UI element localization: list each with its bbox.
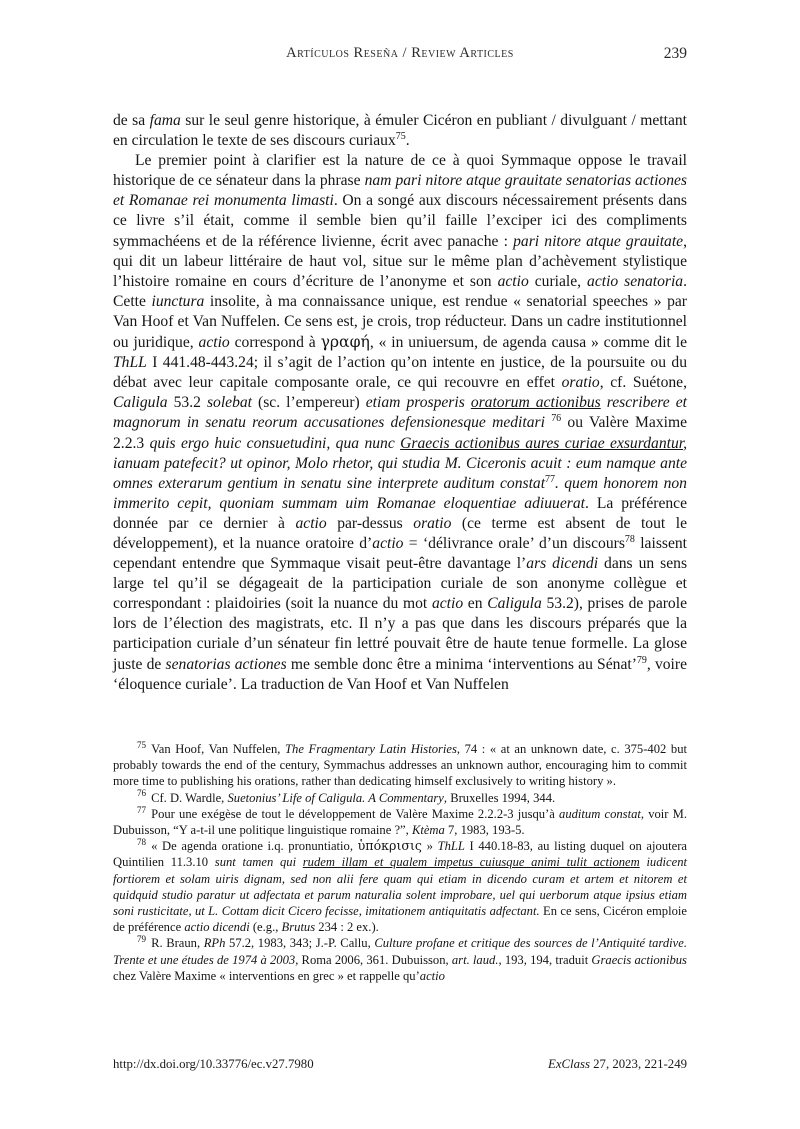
text-run: . bbox=[405, 132, 410, 150]
italic-run: actio bbox=[497, 272, 529, 290]
text-run: , voire ‘éloquence curiale’. La traduction de Van Hoof et Van Nuffelen bbox=[113, 655, 687, 693]
text-run: « De agenda oratione i.q. pronuntiatio, bbox=[151, 839, 358, 854]
text-run: 53.2 bbox=[167, 394, 207, 412]
italic-run: oratio bbox=[561, 374, 600, 392]
italic-run: ars dicendi bbox=[526, 555, 599, 573]
page-footer bbox=[113, 1057, 687, 1072]
italic-run: Caligula bbox=[113, 394, 168, 412]
italic-run: actio senatoria bbox=[587, 272, 684, 290]
italic-run: actio bbox=[295, 514, 327, 532]
text-run: , 193, 194, traduit bbox=[498, 952, 592, 967]
italic-run: quis ergo huic consuetudini, qua nunc bbox=[149, 434, 401, 452]
text-run: par-dessus bbox=[326, 514, 414, 532]
footnote-number[interactable]: 75 bbox=[137, 739, 147, 750]
text-run: , 74 : « at an unknown date, c. 375-402 but probably towards the end of the century, Symmachus addresses an unknown author, encouraging him to commit more time to publishing his orations, rather than dedicating himself exclusively to writing history ». bbox=[113, 742, 687, 789]
italic-run: iudicent fortiorem et solam uiris dignam, sed non alii fere quam qui etiam in dicendo curam et artem et nitorem et quidquid studio paratur ut adfectata et parum naturalia solent improbare, uel qui uerborum atque ipsius etiam soni rusticitate, ut L. Cottam dicit Cicero fecisse, imitationem antiquitatis adfectant. bbox=[113, 855, 688, 919]
text-run: (sc. l’empereur) bbox=[252, 394, 366, 412]
text-run: » bbox=[421, 839, 438, 854]
text-run: curiale, bbox=[528, 272, 588, 290]
text-run: (ce terme est absent de tout le développement), et la nuance oratoire d’ bbox=[113, 514, 688, 552]
journal-issue: 27, 2023, 221-249 bbox=[589, 1057, 687, 1071]
footnote-reference[interactable]: 78 bbox=[624, 533, 635, 545]
italic-run: art. laud. bbox=[451, 952, 499, 967]
greek-run: γραφή bbox=[320, 333, 370, 352]
italic-run: nam pari nitore atque grauitate senatorias actiones et Romanae rei monumenta limasti bbox=[113, 172, 687, 210]
text-run: = ‘délivrance orale’ d’un discours bbox=[403, 534, 625, 552]
italic-underlined-run: Graecis actionibus aures curiae exsurdantur bbox=[400, 434, 684, 452]
text-run: ou Valère Maxime 2.2.3 bbox=[113, 414, 688, 452]
text-run: Pour une exégèse de tout le développement de Valère Maxime 2.2.2-3 jusqu’à bbox=[151, 806, 560, 821]
italic-run: actio bbox=[372, 534, 404, 552]
text-run: R. Braun, bbox=[151, 936, 204, 951]
text-run: Cf. D. Wardle, bbox=[151, 790, 228, 805]
text-run: de sa bbox=[113, 112, 150, 129]
footnote-item bbox=[113, 935, 687, 984]
text-run: sur le seul genre historique, à émuler Cicéron en publiant / divulguant / mettant en circulation le texte de ses discours curiaux bbox=[113, 112, 688, 150]
italic-run: ThLL bbox=[437, 839, 465, 854]
body-paragraph bbox=[113, 151, 687, 695]
italic-run: RPh bbox=[203, 936, 226, 951]
italic-run: Graecis actionibus bbox=[591, 952, 687, 967]
footnote-item bbox=[113, 741, 687, 790]
text-run: en bbox=[463, 595, 488, 613]
doi-link[interactable]: http://dx.doi.org/10.33776/ec.v27.7980 bbox=[113, 1057, 314, 1071]
text-run: , voir M. Dubuisson, “Y a-t-il une politique linguistique romaine ?”, bbox=[113, 806, 688, 838]
text-run: 234 : 2 ex.). bbox=[315, 920, 379, 935]
italic-run: The Fragmentary Latin Histories bbox=[285, 742, 457, 756]
text-run: . On a songé aux discours nécessairement présents dans ce livre s’il était, comme il semble bien qu’il faille l’exciper ici des compliments symmachéens et de la référence livienne, écrit avec panache : bbox=[113, 192, 687, 250]
italic-run: ThLL bbox=[113, 354, 147, 372]
text-run: . Cette bbox=[113, 272, 687, 310]
text-run: dans un sens large tel qu’il se dégageait de la participation curiale de son anonyme collègue et correspondant : plaidoiries (soit la nuance du mot bbox=[113, 555, 688, 613]
footnote-reference[interactable]: 77 bbox=[545, 473, 555, 485]
text-run: Van Hoof, Van Nuffelen, bbox=[151, 742, 286, 756]
italic-run: solebat bbox=[206, 394, 252, 412]
body-text bbox=[113, 111, 687, 695]
footnote-reference[interactable]: 76 bbox=[551, 413, 562, 425]
italic-run: rescribere et magnorum in senatu reorum accusationes defensionesque meditari bbox=[113, 394, 687, 432]
italic-run: pari nitore atque grauitate bbox=[513, 232, 684, 250]
greek-run: ὑπόκρισις bbox=[357, 838, 422, 854]
text-run: Le premier point à clarifier est la nature de ce à quoi Symmaque oppose le travail historique de ce sénateur dans la phrase bbox=[113, 152, 687, 190]
journal-reference bbox=[548, 1057, 687, 1072]
footnote-item bbox=[113, 838, 687, 935]
footnote-item bbox=[113, 806, 687, 838]
italic-run: . quem honorem non immerito cepit, quoniam summam uim Romanae eloquentiae adiuuerat bbox=[113, 474, 687, 512]
italic-run: Ktèma bbox=[411, 823, 445, 838]
footnote-number[interactable]: 76 bbox=[137, 788, 147, 799]
italic-run: senatorias actiones bbox=[165, 655, 287, 673]
footnote-reference[interactable]: 75 bbox=[395, 130, 406, 142]
page-number: 239 bbox=[663, 45, 687, 62]
text-run: , qui dit un labeur littéraire de haut vol, situe sur le même plan d’achèvement stylistique l’histoire romaine en cours d’écriture de l’anonyme et son bbox=[113, 232, 687, 290]
text-run: I 441.48-443.24; il s’agit de l’action qu’on intente en justice, de la poursuite ou du débat avec leur capitale composante orale, ce qui recouvre en effet bbox=[113, 354, 687, 392]
text-run: me semble donc être a minima ‘interventions au Sénat’ bbox=[286, 655, 637, 673]
footnote-number[interactable]: 77 bbox=[137, 804, 147, 815]
body-paragraph bbox=[113, 111, 687, 151]
journal-name: ExClass bbox=[548, 1057, 590, 1071]
italic-run: Suetonius’ Life of Caligula. A Commentary bbox=[227, 790, 444, 805]
text-run: chez Valère Maxime « interventions en grec » et rappelle qu’ bbox=[113, 968, 420, 983]
italic-run: actio bbox=[431, 595, 464, 613]
text-run: , « in uniuersum, de agenda causa » comme dit le bbox=[369, 334, 688, 352]
running-head bbox=[113, 45, 687, 67]
text-run: 57.2, 1983, 343; J.-P. Callu, bbox=[225, 936, 375, 951]
text-run: I 440.18-83, au listing duquel on ajoutera Quintilien 11.3.10 bbox=[113, 839, 687, 870]
italic-run: oratio bbox=[413, 514, 452, 532]
running-head-title: Artículos Reseña / Review Articles bbox=[286, 45, 514, 61]
text-run: insolite, à ma connaissance unique, est rendue « senatorial speeches » par Van Hoof et Van Nuffelen. Ce sens est, je crois, trop réducteur. Dans un cadre institutionnel ou juridique, bbox=[113, 292, 688, 352]
footnotes-block bbox=[113, 741, 687, 984]
text-run: (e.g., bbox=[249, 920, 282, 935]
footnote-reference[interactable]: 79 bbox=[636, 654, 647, 666]
italic-run: , ianuam patefecit? ut opinor, Molo rhetor, qui studia M. Ciceronis acuit : eum namque ante omnes exterarum gentium in senatu sine interprete auditum constat bbox=[113, 434, 687, 492]
italic-run: actio bbox=[419, 968, 445, 983]
text-run: correspond à bbox=[229, 334, 321, 352]
italic-run: etiam prosperis bbox=[365, 394, 471, 412]
italic-run: sunt tamen qui bbox=[214, 855, 303, 870]
footnote-number[interactable]: 79 bbox=[137, 934, 147, 945]
text-run: En ce sens, Cicéron emploie de préférence bbox=[113, 904, 687, 935]
italic-run: auditum constat bbox=[559, 806, 641, 821]
italic-run: Brutus bbox=[281, 920, 316, 935]
italic-underlined-run: rudem illam et qualem impetus cuiusque animi tulit actionem bbox=[302, 855, 640, 870]
italic-underlined-run: oratorum actionibus bbox=[470, 394, 601, 412]
text-run: 7, 1983, 193-5. bbox=[444, 823, 525, 838]
italic-run: actio bbox=[198, 334, 230, 352]
text-run: 53.2), prises de parole lors de l’élection des magistrats, etc. Il n’y a pas que dans les discours préparés que la participation curiale d’un sénateur fin lettré pouvait être de haute tenue formelle. La glose juste de bbox=[113, 595, 687, 673]
text-run: . La préférence donnée par ce dernier à bbox=[113, 494, 688, 532]
footnote-number[interactable]: 78 bbox=[137, 837, 147, 848]
italic-run: Culture profane et critique des sources de l’Antiquité tardive. Trente et une études de 1974 à 2003 bbox=[113, 936, 687, 967]
italic-run: Caligula bbox=[487, 595, 542, 613]
italic-run: actio dicendi bbox=[184, 920, 250, 935]
text-run: , Roma 2006, 361. Dubuisson, bbox=[295, 952, 452, 967]
text-run: , Bruxelles 1994, 344. bbox=[443, 790, 556, 805]
footnote-item bbox=[113, 790, 687, 806]
text-run: laissent cependant entendre que Symmaque visait peut-être davantage l’ bbox=[113, 534, 688, 573]
text-run: , cf. Suétone, bbox=[599, 374, 687, 392]
italic-run: iunctura bbox=[151, 292, 205, 310]
italic-run: fama bbox=[149, 112, 181, 129]
